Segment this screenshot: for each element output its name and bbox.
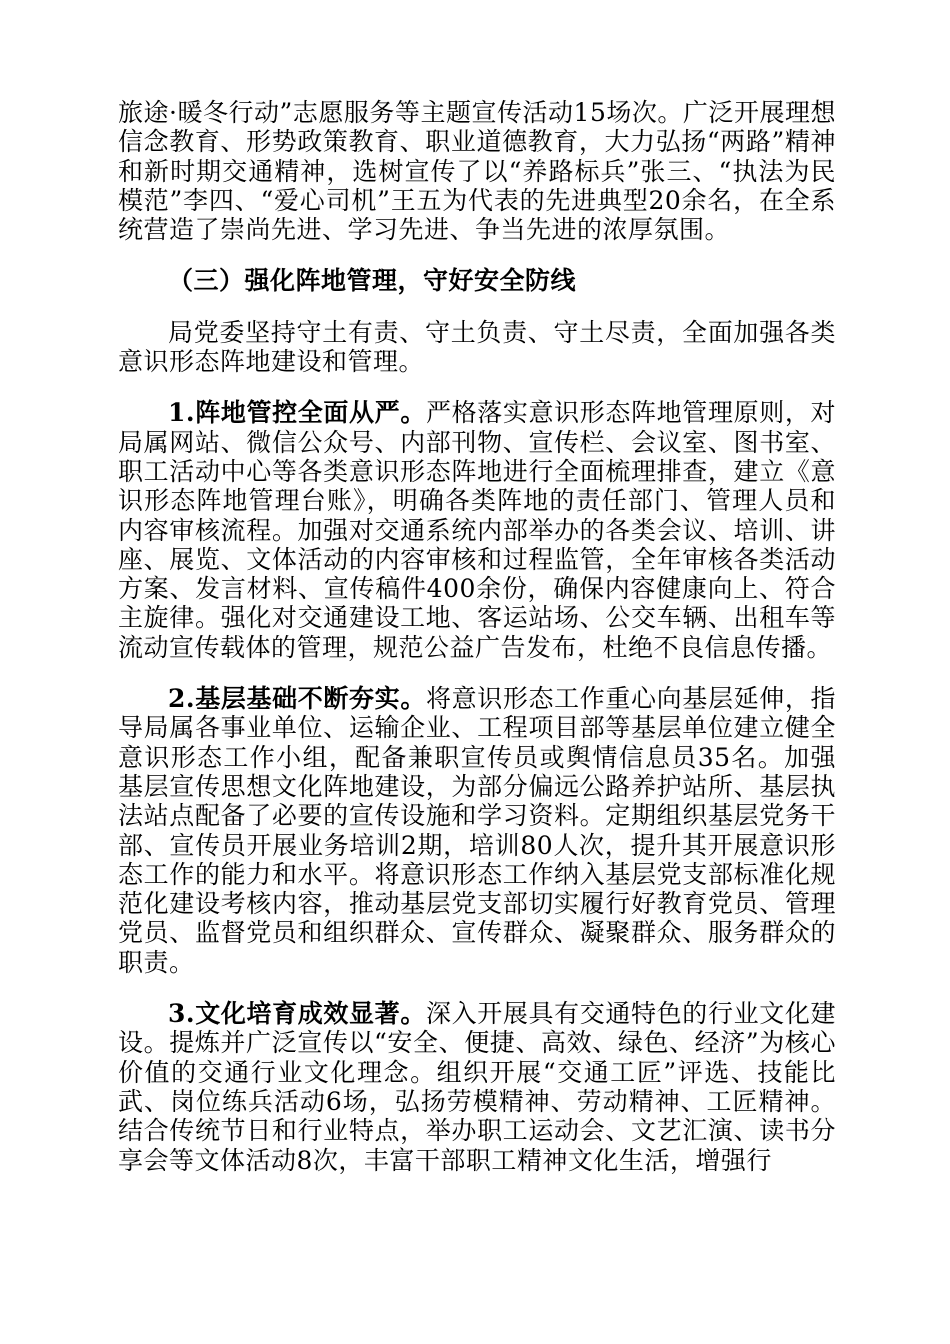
item-2-body: 将意识形态工作重心向基层延伸，指导局属各事业单位、运输企业、工程项目部等基层单位建立健全意识形态工作小组，配备兼职宣传员或舆情信息员35名。加强基层宣传思想文化阵地建设，为部分偏远公路养护站所、基层执法站点配备了必要的宣传设施和学习资料。定期组织基层党务干部、宣传员开展业务培训2期，培训80人次，提升其开展意识形态工作的能力和水平。将意识形态工作纳入基层党支部标准化规范化建设考核内容，推动基层党支部切实履行好教育党员、管理党员、监督党员和组织群众、宣传群众、凝聚群众、服务群众的职责。 — [118, 684, 836, 977]
item-1-lead: 1.阵地管控全面从严。 — [168, 398, 426, 428]
item-1-paragraph — [118, 398, 836, 662]
item-3-paragraph — [118, 999, 836, 1175]
item-1-body: 严格落实意识形态阵地管理原则，对局属网站、微信公众号、内部刊物、宣传栏、会议室、图书室、职工活动中心等各类意识形态阵地进行全面梳理排查，建立《意识形态阵地管理台账》，明确各类阵地的责任部门、管理人员和内容审核流程。加强对交通系统内部举办的各类会议、培训、讲座、展览、文体活动的内容审核和过程监管，全年审核各类活动方案、发言材料、宣传稿件400余份，确保内容健康向上、符合主旋律。强化对交通建设工地、客运站场、公交车辆、出租车等流动宣传载体的管理，规范公益广告发布，杜绝不良信息传播。 — [118, 398, 836, 662]
document-page — [118, 98, 836, 1175]
item-2-lead: 2.基层基础不断夯实。 — [168, 684, 426, 714]
paragraph-continuation: 旅途·暖冬行动”志愿服务等主题宣传活动15场次。广泛开展理想信念教育、形势政策教育、职业道德教育，大力弘扬“两路”精神和新时期交通精神，选树宣传了以“养路标兵”张三、“执法为民模范”李四、“爱心司机”王五为代表的先进典型20余名，在全系统营造了崇尚先进、学习先进、争当先进的浓厚氛围。 — [118, 98, 836, 245]
item-2-paragraph — [118, 684, 836, 977]
section-heading: （三）强化阵地管理，守好安全防线 — [168, 266, 577, 296]
section-intro: 局党委坚持守土有责、守土负责、守土尽责，全面加强各类意识形态阵地建设和管理。 — [118, 317, 836, 377]
item-3-body: 深入开展具有交通特色的行业文化建设。提炼并广泛宣传以“安全、便捷、高效、绿色、经济”为核心价值的交通行业文化理念。组织开展“交通工匠”评选、技能比武、岗位练兵活动6场，弘扬劳模精神、劳动精神、工匠精神。结合传统节日和行业特点，举办职工运动会、文艺汇演、读书分享会等文体活动8次，丰富干部职工精神文化生活，增强行 — [118, 999, 836, 1175]
item-3-lead: 3.文化培育成效显著。 — [168, 999, 426, 1029]
